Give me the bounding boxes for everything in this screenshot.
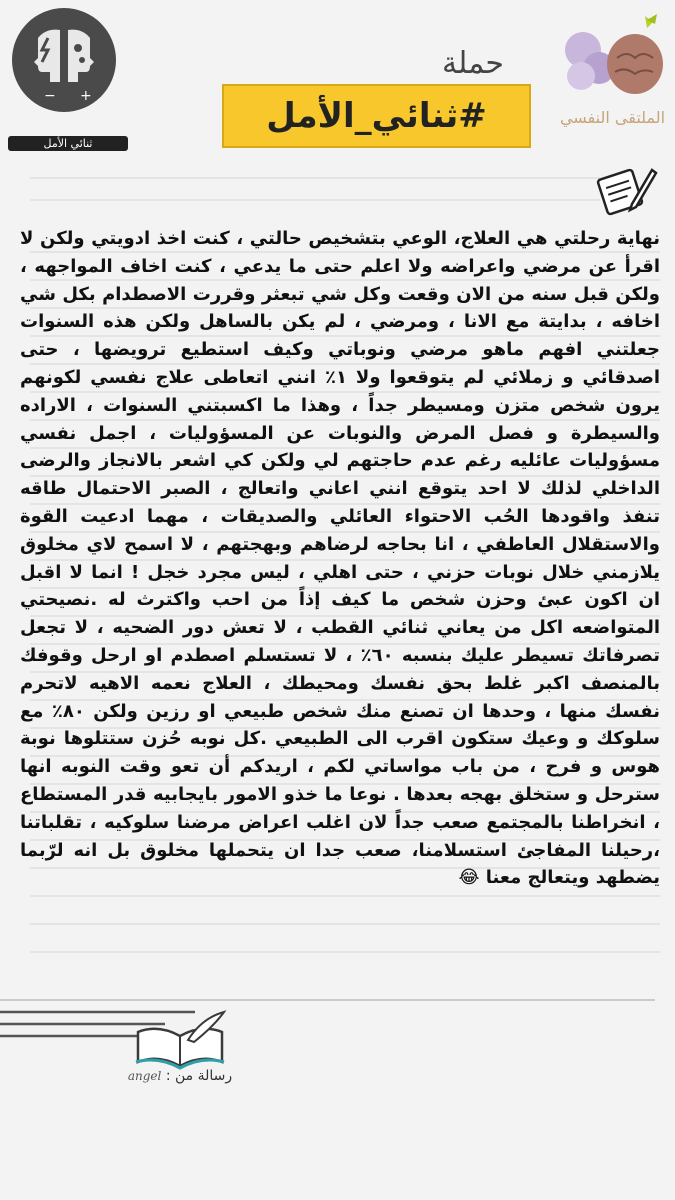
bipolar-heads-icon	[8, 8, 120, 134]
book-quill-icon	[130, 1010, 230, 1070]
badge-caption: ثنائي الأمل	[8, 136, 128, 151]
message-body: نهاية رحلتي هي العلاج، الوعي بتشخيص حالتي ، كنت اخذ ادويتي ولكن لا اقرأ عن مرضي واعراضه ولا اعلم حتى ما يدعي ، كنت اخاف المواجهه ، ولكن قبل سنه من الان وقعت وكل شي تبعثر وقررت الاصطدام بكل شي اخافه ، بدايتة مع الانا ، ومرضي ، لم يكن بالساهل ولكن هذه السنوات جعلتني افهم ماهو مرضي ونوباتي وكيف استطيع ترويضها ، حتى اصدقائي و زملائي لم يتوقعوا ولا ١٪ انني اتعاطى علاج نفسي لكونهم يرون شخص متزن ومسيطر جداً ، وهذا ما اكسبتني السنوات ، الاراده والسيطرة و فصل المرض والنوبات عن المسؤوليات ، اجمل نفسي مسؤوليات عائليه رغم عدم حاجتهم لي ولكن كي اشعر بالانجاز والرضى الداخلي لذلك لا احد يتوقع انني اعاني واتعالج ، الصبر الاحتمال طاقه تنفذ واقودها الحُب الاحتواء العائلي والصديقات ، مهما ادعيت القوة والاستقلال العاطفي ، انا بحاجه لرضاهم وبهجتهم ، لا اسمح لاي مخلوق يلازمني خلال نوبات حزني ، حتى اهلي ، ليس مجرد خجل ! انما لا اقبل ان اكون عبئ وحزن شخص ما كيف إذاً من احب واكترث له .نصيحتي المتواضعه اكل من يعاني ثنائي القطب ، لا تعش دور الضحيه ، لا تجعل تصرفاتك تسيطر عليك بنسبه ٦٠٪ ، لا تستسلم اصطدم او ارحل وقوفك بالمنصف اكبر غلط بحق نفسك ومحيطك ، العلاج نعمه الاهيه لاتحرم نفسك منها ، وحدها ان تصنع منك شخص طبيعي او رزين ولكن ٨٠٪ مع سلوكك و وعيك ستكون اقرب الى الطبيعي .كل نوبه حُزن ستتلوها نوبة هوس و فرح ، من باب مواساتي لكم ، اريدكم أن تعو وقت النوبه انها سترحل و ستخلق بهجه بعدها . نوعا ما خذو الامور بايجابيه قدر المستطاع ، انخراطنا بالمجتمع صعب جداً لان اغلب اعراض مرضنا سلوكيه ، تقلباتنا ،رحيلنا المفاجئ استسلامنا، صعب جدا ان يتحملها مخلوق بل انه لرّبما يضطهد ويتعالج معنا 😂	[20, 228, 661, 889]
signoff	[120, 1068, 240, 1084]
hashtag-banner	[222, 84, 531, 148]
notepad-pencil-icon	[596, 160, 658, 218]
footer-rules	[0, 990, 675, 1060]
campaign-label: حملة	[442, 46, 504, 81]
svg-text:+: +	[80, 88, 92, 104]
campaign-badge	[8, 8, 120, 148]
brain-flower-icon	[555, 8, 670, 108]
logo-text: الملتقى النفسي	[559, 108, 666, 127]
hashtag-text: #ثنائي_الأمل	[266, 96, 487, 136]
signoff-label: رسالة من :	[165, 1068, 233, 1084]
author-name: angel	[127, 1069, 162, 1083]
svg-text:−: −	[44, 88, 56, 104]
